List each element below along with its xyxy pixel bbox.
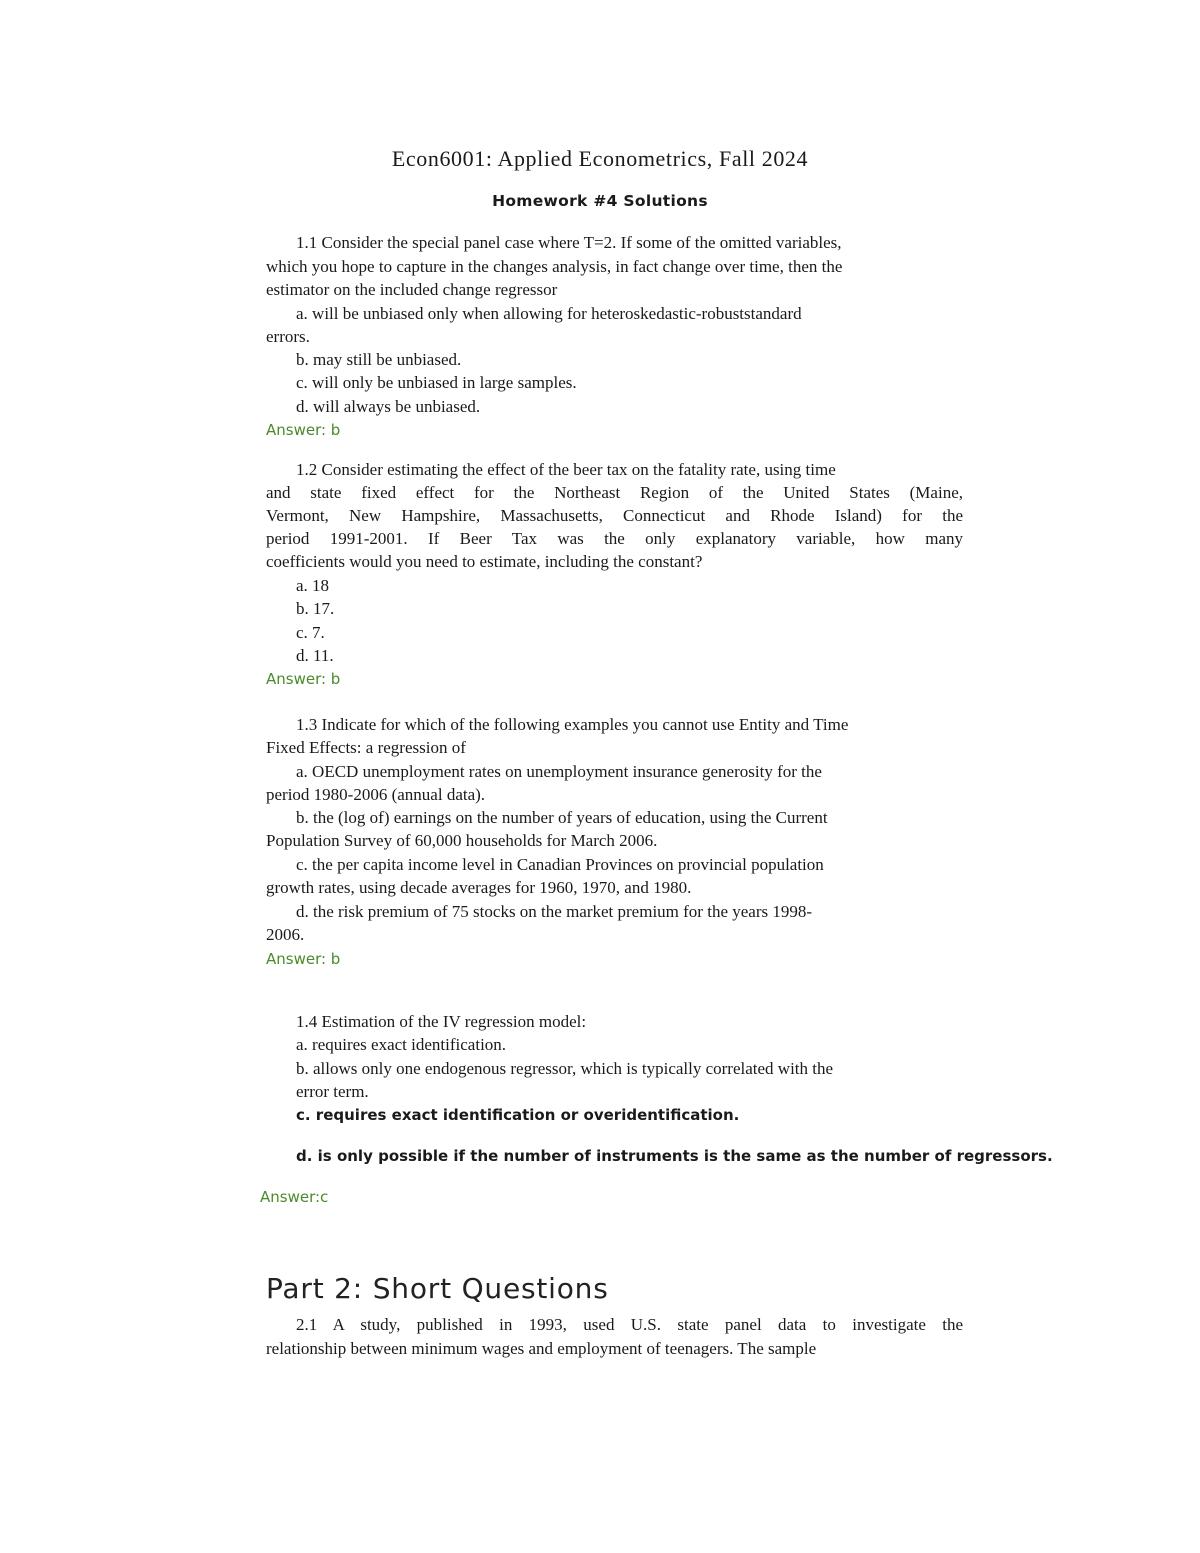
answer-label: Answer: b	[266, 950, 341, 968]
option-b: b. allows only one endogenous regressor, which is typically correlated with the	[296, 1059, 834, 1078]
option-a: a. will be unbiased only when allowing for heteroskedastic-robuststandard	[296, 304, 802, 323]
option-c: c. the per capita income level in Canadian Provinces on provincial population	[296, 855, 824, 874]
option-c-continued: growth rates, using decade averages for 1960, 1970, and 1980.	[266, 878, 692, 897]
option-a-continued: period 1980-2006 (annual data).	[266, 785, 486, 804]
option-b-continued: error term.	[296, 1082, 369, 1101]
option-a: a. OECD unemployment rates on unemployment insurance generosity for the	[296, 762, 822, 781]
answer-label: Answer: b	[266, 421, 341, 439]
page-subtitle: Homework #4 Solutions	[492, 192, 708, 210]
page-title: Econ6001: Applied Econometrics, Fall 2024	[391, 146, 809, 171]
question-text: coefficients would you need to estimate, including the constant?	[266, 552, 703, 571]
option-c: c. 7.	[296, 623, 325, 642]
option-d: d. the risk premium of 75 stocks on the market premium for the years 1998-	[296, 902, 813, 921]
question-text: Vermont, New Hampshire, Massachusetts, Connecticut and Rhode Island) for the	[266, 506, 963, 525]
question-text: and state fixed effect for the Northeast Region of the United States (Maine,	[266, 483, 963, 502]
question-text: relationship between minimum wages and employment of teenagers. The sample	[266, 1339, 817, 1358]
question-text: which you hope to capture in the changes analysis, in fact change over time, then the	[266, 257, 843, 276]
option-a: a. requires exact identification.	[296, 1035, 507, 1054]
question-text: 1.1 Consider the special panel case where T=2. If some of the omitted variables,	[296, 233, 842, 252]
section-heading: Part 2: Short Questions	[266, 1272, 609, 1305]
question-text: 1.2 Consider estimating the effect of the beer tax on the fatality rate, using time	[296, 460, 836, 479]
question-text: Fixed Effects: a regression of	[266, 738, 466, 757]
question-text: estimator on the included change regressor	[266, 280, 558, 299]
option-a-continued: errors.	[266, 327, 310, 346]
option-d: d. will always be unbiased.	[296, 397, 481, 416]
option-c: c. will only be unbiased in large samples.	[296, 373, 577, 392]
question-text: 1.3 Indicate for which of the following examples you cannot use Entity and Time	[296, 715, 849, 734]
question-text: 2.1 A study, published in 1993, used U.S. state panel data to investigate the	[296, 1315, 963, 1334]
option-d: d. is only possible if the number of instruments is the same as the number of regressors.	[296, 1147, 1053, 1165]
option-b: b. may still be unbiased.	[296, 350, 462, 369]
answer-label: Answer:c	[260, 1188, 329, 1206]
answer-label: Answer: b	[266, 670, 341, 688]
option-b: b. the (log of) earnings on the number of years of education, using the Current	[296, 808, 828, 827]
option-b-continued: Population Survey of 60,000 households for March 2006.	[266, 831, 658, 850]
question-text: period 1991-2001. If Beer Tax was the only explanatory variable, how many	[266, 529, 963, 548]
option-d: d. 11.	[296, 646, 334, 665]
option-d-continued: 2006.	[266, 925, 305, 944]
option-a: a. 18	[296, 576, 330, 595]
option-c: c. requires exact identification or overidentification.	[296, 1106, 740, 1124]
question-text: 1.4 Estimation of the IV regression model:	[296, 1012, 587, 1031]
option-b: b. 17.	[296, 599, 335, 618]
